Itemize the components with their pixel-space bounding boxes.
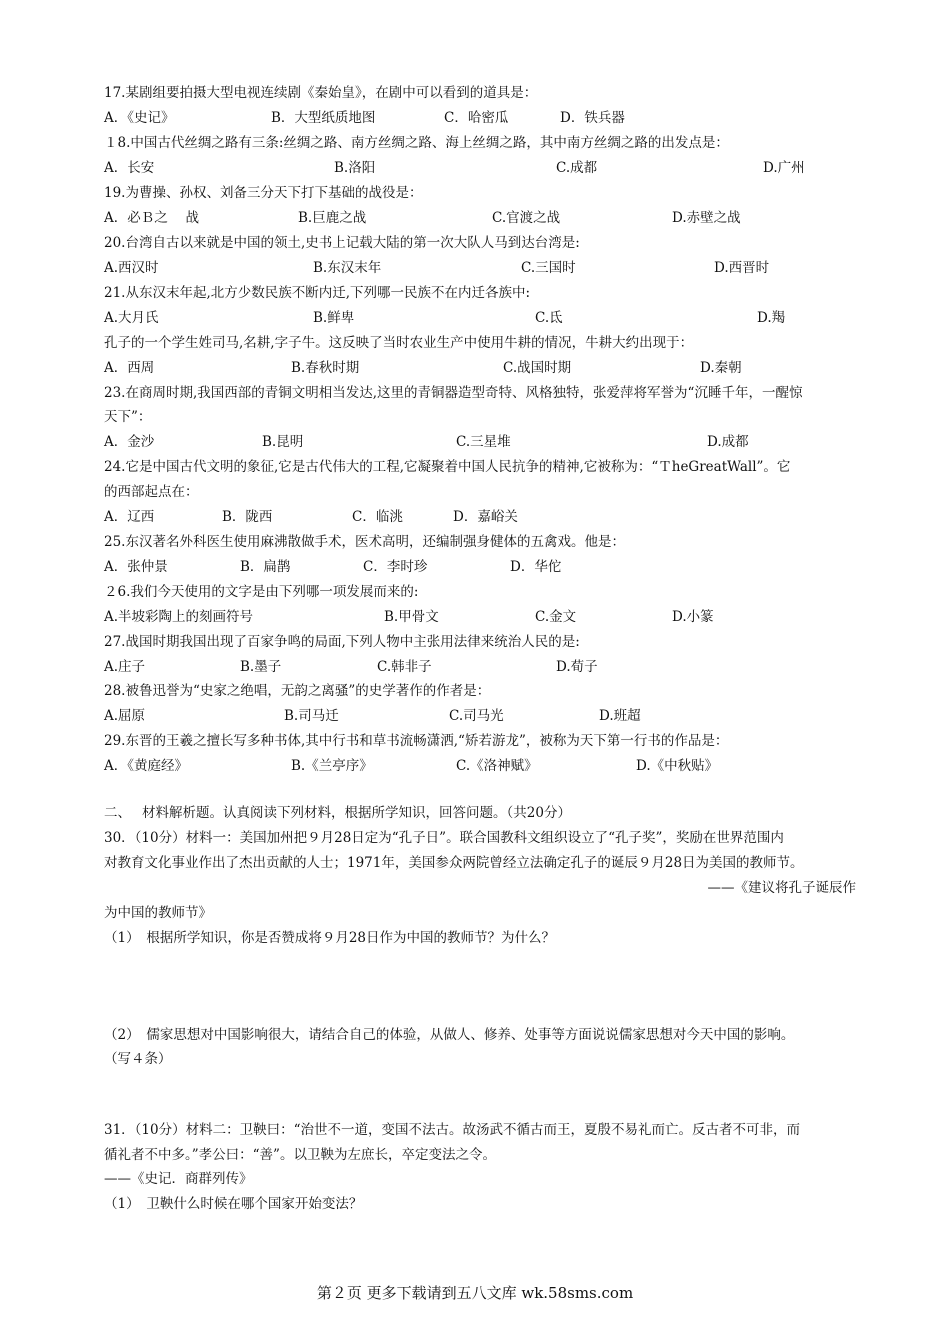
page-footer: 第２页 更多下载请到五八文库 wk.58sms.com [316, 1284, 634, 1302]
q22-option-a: A．西周 [104, 360, 155, 376]
q26-option-b: B.甲骨文 [384, 609, 439, 625]
question-27-stem: 27.战国时期我国出现了百家争鸣的局面,下列人物中主张用法律来统治人民的是: [104, 634, 580, 650]
q20-option-a: A.西汉时 [104, 260, 159, 276]
q21-option-b: B.鲜卑 [313, 310, 355, 326]
q25-option-a: A．张仲景 [104, 559, 168, 575]
question-21-stem: 21.从东汉末年起,北方少数民族不断内迁,下列哪一民族不在内迁各族中: [104, 285, 531, 301]
q17-option-b: B．大型纸质地图 [271, 110, 376, 126]
question-18-stem: １8.中国古代丝绸之路有三条:丝绸之路、南方丝绸之路、海上丝绸之路，其中南方丝绸之路的出发点是： [104, 135, 729, 151]
q17-option-d: D．铁兵器 [560, 110, 625, 126]
question-31-sub1: （1） 卫鞅什么时候在哪个国家开始变法？ [104, 1196, 363, 1212]
question-29-stem: 29.东晋的王羲之擅长写多种书体,其中行书和草书流畅潇洒,“矫若游龙”，被称为天下第一行书的作品是： [104, 733, 729, 749]
q18-option-c: C.成都 [556, 160, 598, 176]
q29-option-a: A．《黄庭经》 [104, 758, 188, 774]
q17-option-a: A．《史记》 [104, 110, 175, 126]
q23-option-b: B.昆明 [262, 434, 304, 450]
q27-option-b: B.墨子 [240, 659, 282, 675]
question-24-stem-line1: 24.它是中国古代文明的象征,它是古代伟大的工程,它凝聚着中国人民抗争的精神,它被称为：“ＴheGreatWall”。它 [104, 459, 791, 475]
q18-option-d: D.广州 [763, 160, 805, 176]
question-25-stem: 25.东汉著名外科医生使用麻沸散做手术，医术高明，还编制强身健体的五禽戏。他是： [104, 534, 625, 550]
question-30-sub2: （2） 儒家思想对中国影响很大，请结合自己的体验，从做人、修养、处事等方面说说儒家思想对今天中国的影响。 [104, 1027, 795, 1043]
q18-option-b: B.洛阳 [334, 160, 376, 176]
question-23-stem-line2: 天下”： [104, 409, 152, 425]
question-30-sub1: （1） 根据所学知识，你是否赞成将９月28日作为中国的教师节？为什么？ [104, 930, 556, 946]
question-22-stem: 孔子的一个学生姓司马,名耕,字子牛。这反映了当时农业生产中使用牛耕的情况，牛耕大约出现于： [104, 335, 694, 351]
q27-option-d: D.荀子 [556, 659, 598, 675]
question-20-stem: 20.台湾自古以来就是中国的领土,史书上记载大陆的第一次大队人马到达台湾是: [104, 235, 580, 251]
q17-option-c: C．哈密瓜 [444, 110, 509, 126]
q24-option-c: C．临洮 [352, 509, 403, 525]
q20-option-b: B.东汉末年 [313, 260, 382, 276]
question-31-line1: 31．（10分）材料二：卫鞅曰：“治世不一道，变国不法古。故汤武不循古而王，夏殷不易礼而亡。反古者不可非，而 [104, 1122, 801, 1138]
q29-option-d: D.《中秋贴》 [636, 758, 719, 774]
question-19-stem: 19.为曹操、孙权、刘备三分天下打下基础的战役是： [104, 185, 423, 201]
question-30-sub2-note: （写４条） [104, 1051, 172, 1067]
q19-option-d: D.赤壁之战 [672, 210, 741, 226]
q22-option-b: B.春秋时期 [291, 360, 360, 376]
q26-option-c: C.金文 [535, 609, 577, 625]
q28-option-a: A.屈原 [104, 708, 146, 724]
q28-option-d: D.班超 [599, 708, 641, 724]
q23-option-d: D.成都 [707, 434, 749, 450]
q29-option-c: C.《洛神赋》 [456, 758, 538, 774]
q25-option-d: D．华佗 [510, 559, 562, 575]
question-24-stem-line2: 的西部起点在： [104, 484, 199, 500]
q22-option-d: D.秦朝 [700, 360, 742, 376]
q25-option-b: B．扁鹊 [240, 559, 291, 575]
q27-option-a: A.庄子 [104, 659, 146, 675]
question-30-source-cont: 为中国的教师节》 [104, 905, 212, 921]
q18-option-a: A．长安 [104, 160, 155, 176]
question-31-source: ——《史记．商群列传》 [104, 1171, 253, 1187]
q23-option-a: A．金沙 [104, 434, 155, 450]
question-31-line2: 循礼者不中多。”孝公曰：“善”。以卫鞅为左庶长，卒定变法之令。 [104, 1147, 496, 1163]
q21-option-a: A.大月氏 [104, 310, 159, 326]
question-30-line2: 对教育文化事业作出了杰出贡献的人士；1971年，美国参众两院曾经立法确定孔子的诞辰９月28日为美国的教师节。 [104, 855, 804, 871]
q24-option-a: A．辽西 [104, 509, 155, 525]
section-2-title: 二、 材料解析题。认真阅读下列材料，根据所学知识，回答问题。（共20分） [104, 805, 571, 821]
q19-option-c: C.官渡之战 [492, 210, 561, 226]
q27-option-c: C.韩非子 [377, 659, 432, 675]
q26-option-d: D.小篆 [672, 609, 714, 625]
q29-option-b: B.《兰亭序》 [291, 758, 373, 774]
q24-option-b: B．陇西 [222, 509, 273, 525]
q24-option-d: D．嘉峪关 [453, 509, 518, 525]
question-30-line1: 30．（10分）材料一：美国加州把９月28日定为“孔子日”。联合国教科文组织设立了“孔子奖”，奖励在世界范围内 [104, 830, 784, 846]
question-28-stem: 28.被鲁迅誉为“史家之绝唱，无韵之离骚”的史学著作的作者是： [104, 683, 491, 699]
question-30-source: ——《建议将孔子诞辰作 [707, 880, 856, 896]
q26-option-a: A.半坡彩陶上的刻画符号 [104, 609, 254, 625]
q19-option-a: A．必Ｂ之 战 [104, 210, 200, 226]
q21-option-d: D.羯 [757, 310, 786, 326]
q20-option-c: C.三国时 [521, 260, 576, 276]
q28-option-c: C.司马光 [449, 708, 504, 724]
q28-option-b: B.司马迁 [284, 708, 339, 724]
q23-option-c: C.三星堆 [456, 434, 511, 450]
question-23-stem-line1: 23.在商周时期,我国西部的青铜文明相当发达,这里的青铜器造型奇特、风格独特，张爱萍将军誉为“沉睡千年，一醒惊 [104, 385, 803, 401]
q21-option-c: C.氐 [535, 310, 563, 326]
q25-option-c: C．李时珍 [363, 559, 428, 575]
question-17-stem: 17.某剧组要拍摄大型电视连续剧《秦始皇》，在剧中可以看到的道具是： [104, 85, 538, 101]
q22-option-c: C.战国时期 [503, 360, 572, 376]
q19-option-b: B.巨鹿之战 [298, 210, 367, 226]
question-26-stem: ２6.我们今天使用的文字是由下列哪一项发展而来的: [104, 584, 419, 600]
q20-option-d: D.西晋时 [714, 260, 770, 276]
